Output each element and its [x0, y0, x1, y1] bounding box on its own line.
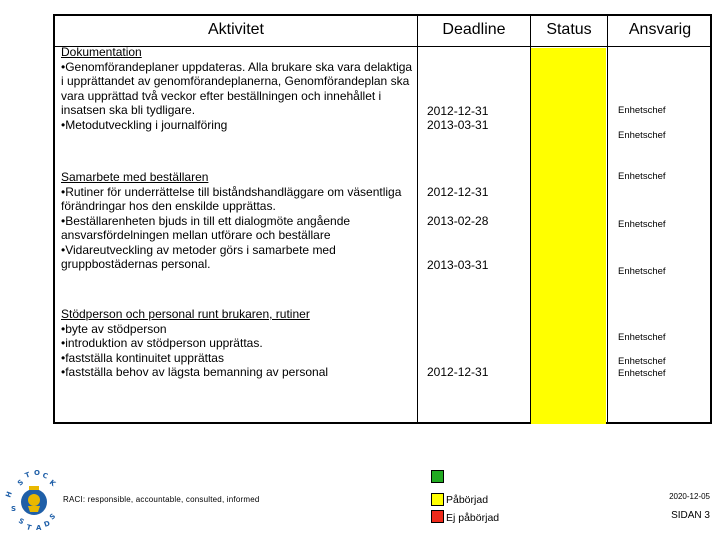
responsible-name: Enhetschef [618, 356, 666, 367]
deadline-date: 2013-02-28 [427, 214, 489, 228]
deadline-date: 2012-12-31 [427, 365, 489, 379]
legend-label: Ej påbörjad [446, 512, 500, 524]
svg-text:D: D [42, 519, 52, 529]
section-title: Stödperson och personal runt brukaren, rutiner [61, 307, 310, 321]
svg-text:K: K [47, 478, 58, 489]
header-status: Status [546, 21, 592, 38]
svg-text:S: S [16, 478, 26, 488]
header-deadline: Deadline [442, 21, 506, 38]
svg-text:S: S [48, 512, 58, 522]
responsible-name: Enhetschef [618, 130, 666, 141]
footer [0, 440, 720, 540]
header-activity: Aktivitet [207, 21, 264, 38]
svg-text:H: H [4, 490, 14, 499]
bullet-item: •byte av stödperson [61, 321, 167, 336]
section-title: Samarbete med beställaren [61, 170, 209, 184]
legend-label: Påbörjad [446, 494, 489, 506]
section-title: Dokumentation [61, 45, 142, 59]
deadline-date: 2013-03-31 [427, 118, 489, 132]
svg-text:C: C [41, 471, 49, 481]
svg-text:T: T [25, 523, 33, 533]
column-divider [607, 16, 608, 422]
bullet-item: •introduktion av stödperson upprättas. [61, 336, 263, 350]
bullet-item: •fastställa behov av lägsta bemanning av personal [61, 365, 329, 379]
legend-red-swatch [431, 510, 444, 523]
deadline-date: 2012-12-31 [427, 104, 489, 118]
row-dokumentation-activity [61, 45, 413, 132]
responsible-name: Enhetschef [618, 105, 666, 116]
header-responsible: Ansvarig [628, 21, 692, 38]
responsible-name: Enhetschef [618, 266, 666, 277]
responsible-name: Enhetschef [618, 368, 666, 379]
svg-text:O: O [34, 469, 40, 477]
row-stodperson-activity [61, 307, 413, 380]
bullet-item: •Beställarenheten bjuds in till ett dialogmöte angående ansvarsfördelningen mellan utförare och beställare [61, 213, 351, 242]
bullet-item: •Vidareutveckling av metoder görs i samarbete med gruppbostädernas personal. [61, 242, 336, 271]
page-number: SIDAN 3 [671, 510, 710, 521]
bullet-item: •fastställa kontinuitet upprättas [61, 350, 224, 365]
svg-text:A: A [36, 524, 42, 532]
responsible-name: Enhetschef [618, 171, 666, 182]
legend-yellow-swatch [431, 493, 444, 506]
responsible-name: Enhetschef [618, 219, 666, 230]
deadline-date: 2012-12-31 [427, 185, 489, 199]
deadline-date: 2013-03-31 [427, 258, 489, 272]
bullet-item: •Genomförandeplaner uppdateras. Alla brukare ska vara delaktiga i upprättandet av genomförandeplanerna, Genomförandeplan ska vara upprättad två veckor efter beställningen och innehållet i insatsen ska bli tydligare. [61, 59, 413, 117]
svg-text:T: T [23, 470, 32, 480]
stockholm-emblem-icon [6, 466, 62, 536]
svg-text:S: S [17, 516, 26, 527]
bullet-item: •Metodutveckling i journalföring [61, 117, 228, 132]
raci-legend-text: RACI: responsible, accountable, consulted, informed [63, 495, 260, 504]
column-divider [530, 16, 531, 422]
row-samarbete-activity [61, 170, 413, 272]
svg-text:S: S [11, 505, 17, 513]
footer-date: 2020-12-05 [669, 492, 710, 501]
responsible-name: Enhetschef [618, 332, 666, 343]
action-plan-table [53, 14, 712, 424]
status-column-fill [531, 48, 606, 424]
legend-green-swatch [431, 470, 444, 483]
column-divider [417, 16, 418, 422]
bullet-item: •Rutiner för underrättelse till biståndshandläggare om väsentliga förändringar hos den enskilde upprättas. [61, 184, 402, 213]
